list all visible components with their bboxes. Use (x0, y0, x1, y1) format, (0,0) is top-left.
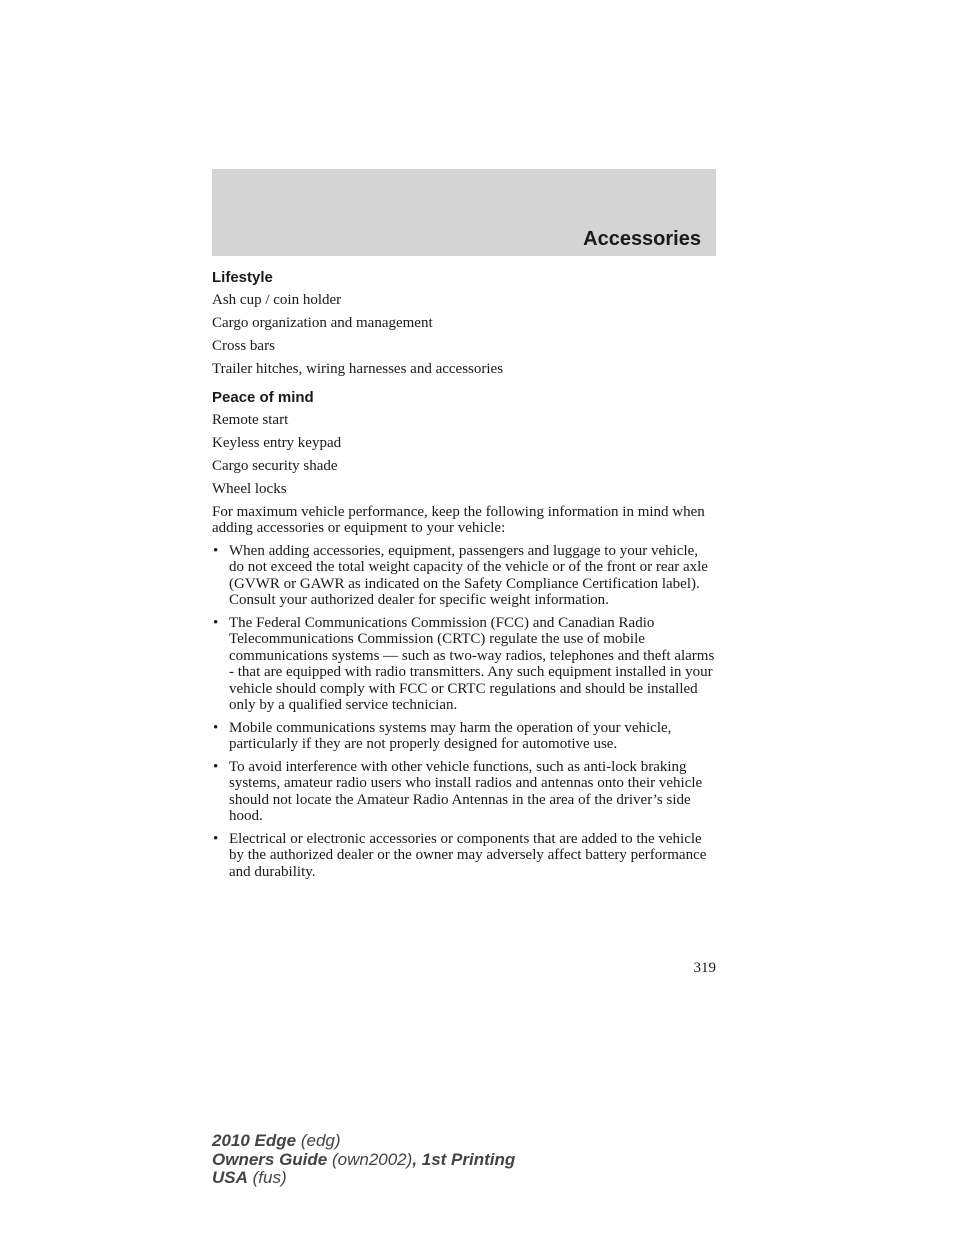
bullet-item (212, 720, 716, 753)
bullet-item (212, 831, 716, 881)
bullet-text: To avoid interference with other vehicle functions, such as anti-lock braking systems, amateur radio users who install radios and antennas onto their vehicle should not locate the Amateur Radio Antennas in the area of the driver’s side hood. (229, 758, 703, 825)
section-header-band (212, 169, 716, 256)
footer-printing: , 1st Printing (412, 1149, 516, 1169)
peace-of-mind-heading: Peace of mind (212, 389, 314, 407)
footer-model-code: (edg) (296, 1131, 341, 1150)
footer-model: 2010 Edge (212, 1131, 297, 1150)
bullet-item (212, 615, 716, 714)
guidelines-bullet-list (212, 543, 716, 881)
page-content (212, 266, 716, 886)
bullet-item (212, 543, 716, 609)
bullet-text: Mobile communications systems may harm the operation of your vehicle, particularly if they are not properly designed for automotive use. (229, 719, 672, 753)
page-number: 319 (693, 960, 716, 976)
footer-guide: Owners Guide (212, 1149, 328, 1169)
list-item: Cross bars (212, 337, 275, 354)
lifestyle-heading: Lifestyle (212, 269, 273, 286)
intro-paragraph: For maximum vehicle performance, keep the following information in mind when adding accessories or equipment to your vehicle: (212, 503, 705, 537)
bullet-icon: • (213, 830, 219, 847)
section-title: Accessories (583, 228, 701, 250)
bullet-icon: • (213, 614, 219, 631)
list-item: Wheel locks (212, 480, 287, 497)
list-item: Ash cup / coin holder (212, 292, 342, 308)
bullet-text: Electrical or electronic accessories or components that are added to the vehicle by the authorized dealer or the owner may adversely affect battery performance and durability. (229, 830, 707, 880)
list-item: Cargo security shade (212, 457, 338, 474)
list-item: Cargo organization and management (212, 314, 433, 331)
bullet-text: When adding accessories, equipment, passengers and luggage to your vehicle, do not exceed the total weight capacity of the vehicle or of the front or rear axle (GVWR or GAWR as indicated on the Safety Compliance Certification label). Consult your authorized dealer for specific weight information. (229, 542, 708, 609)
footer-line-model (212, 1132, 515, 1151)
list-item: Remote start (212, 412, 289, 429)
document-footer (212, 1132, 515, 1188)
bullet-item (212, 759, 716, 825)
list-item: Keyless entry keypad (212, 435, 342, 452)
footer-guide-code: (own2002) (327, 1149, 413, 1169)
footer-market-code: (fus) (247, 1168, 287, 1187)
bullet-icon: • (213, 719, 219, 736)
lifestyle-list (212, 292, 716, 377)
bullet-icon: • (213, 542, 219, 559)
bullet-icon: • (213, 758, 219, 775)
footer-line-guide (212, 1151, 515, 1170)
footer-line-market (212, 1169, 515, 1188)
footer-market: USA (212, 1168, 248, 1187)
list-item: Trailer hitches, wiring harnesses and accessories (212, 360, 504, 377)
bullet-text: The Federal Communications Commission (FCC) and Canadian Radio Telecommunications Commission (CRTC) regulate the use of mobile communications systems — such as two-way radios, telephones and theft alarms - that are equipped with radio transmitters. Any such equipment installed in your vehicle should comply with FCC or CRTC regulations and should be installed only by a qualified service technician. (229, 614, 715, 714)
peace-of-mind-list (212, 412, 716, 497)
